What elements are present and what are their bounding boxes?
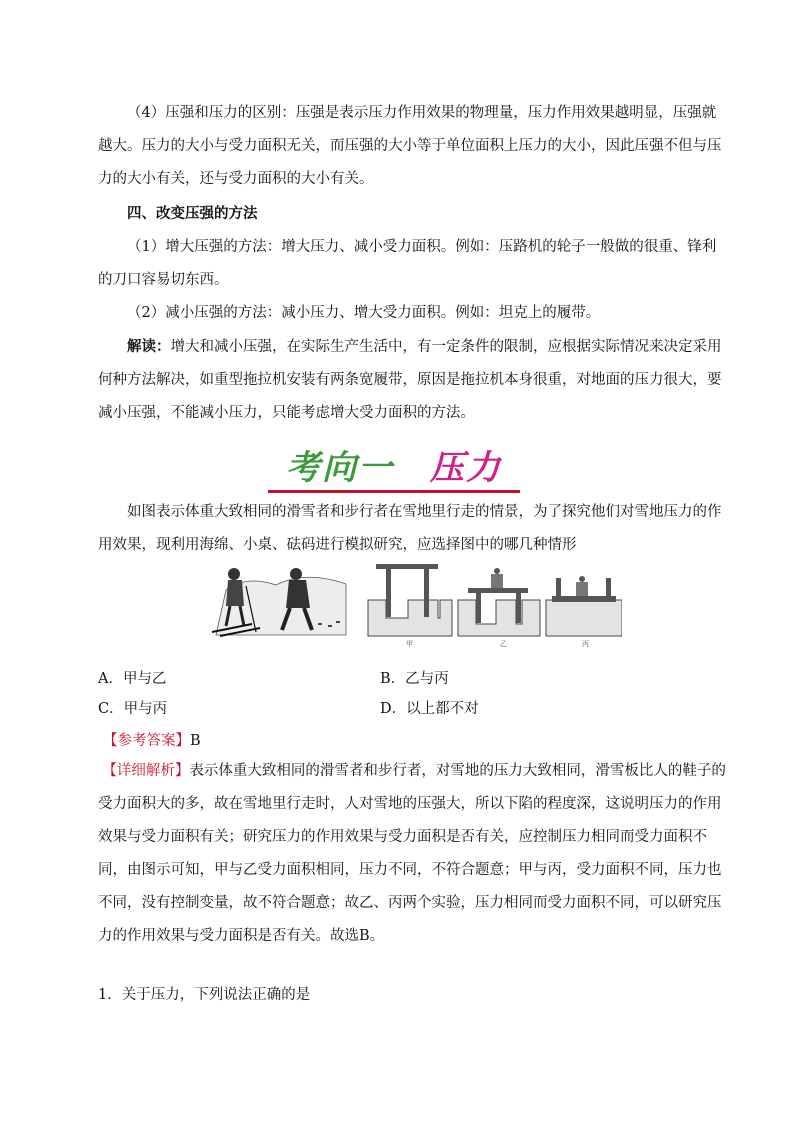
option-d[interactable]: D．以上都不对 (380, 701, 479, 717)
snow-scene (212, 568, 346, 636)
label-yi: 乙 (500, 640, 507, 648)
question-1: 1．关于压力，下列说法正确的是 (98, 987, 311, 1003)
paragraph-interpretation (98, 330, 728, 430)
paragraph-decrease-pressure: （2）减小压强的方法：减小压力、增大受力面积。例如：坦克上的履带。 (127, 305, 601, 321)
interpretation-text: 增大和减小压强，在实际生产生活中，有一定条件的限制，应根据实际情况来决定采用何种方法解决，如重型拖拉机安装有两条宽履带，原因是拖拉机本身很重，对地面的压力很大，要减小压强，不能减小压力，只能考虑增大受力面积的方法。 (98, 339, 722, 421)
banner-part2: 压力 (430, 448, 502, 488)
option-a[interactable]: A．甲与乙 (98, 671, 167, 687)
paragraph-pressure-difference: （4）压强和压力的区别：压强是表示压力作用效果的物理量，压力作用效果越明显，压强就越大。压力的大小与受力面积无关，而压强的大小等于单位面积上压力的大小，因此压强不但与压力的大小有关，还与受力面积的大小有关。 (98, 105, 722, 187)
analysis-label: 【详细解析】 (102, 763, 190, 779)
question-text: 如图表示体重大致相同的滑雪者和步行者在雪地里行走的情景，为了探究他们对雪地压力的作用效果，现利用海绵、小桌、砝码进行模拟研究，应选择图中的哪几种情形 (98, 504, 722, 553)
label-jia: 甲 (406, 640, 413, 648)
topic-banner (268, 445, 520, 495)
sponge-jia (368, 564, 452, 648)
analysis-text: 表示体重大致相同的滑雪者和步行者，对雪地的压力大致相同，滑雪板比人的鞋子的受力面积大的多，故在雪地里行走时，人对雪地的压强大，所以下陷的程度深，这说明压力的作用效果与受力面积有关；研究压力的作用效果与受力面积是否有关，应控制压力相同而受力面积不同，由图示可知，甲与乙受力面积相同，压力不同，不符合题意；甲与丙，受力面积不同，压力也不同，没有控制变量，故不符合题意；故乙、丙两个实验，压力相同而受力面积不同，可以研究压力的作用效果与受力面积是否有关。故选B。 (98, 763, 726, 944)
answer-label: 【参考答案】 (103, 733, 190, 749)
label-bing: 丙 (582, 640, 589, 648)
section-heading-change-pressure: 四、改变压强的方法 (127, 206, 258, 222)
paragraph-increase-pressure: （1）增大压强的方法：增大压力、减小受力面积。例如：压路机的轮子一般做的很重、锋利的刀口容易切东西。 (98, 239, 717, 288)
option-b[interactable]: B．乙与丙 (380, 671, 449, 687)
option-c[interactable]: C．甲与丙 (98, 701, 168, 717)
experiment-figure-image (206, 560, 622, 650)
answer-value: B (190, 733, 201, 749)
detailed-analysis (98, 755, 728, 953)
sponge-yi (458, 568, 540, 648)
sponge-bing (546, 576, 622, 648)
interpretation-label: 解读： (127, 338, 171, 355)
reference-answer (103, 729, 201, 750)
banner-underline (268, 490, 520, 493)
banner-part1: 考向一 (286, 448, 394, 488)
experiment-figure (206, 560, 622, 650)
